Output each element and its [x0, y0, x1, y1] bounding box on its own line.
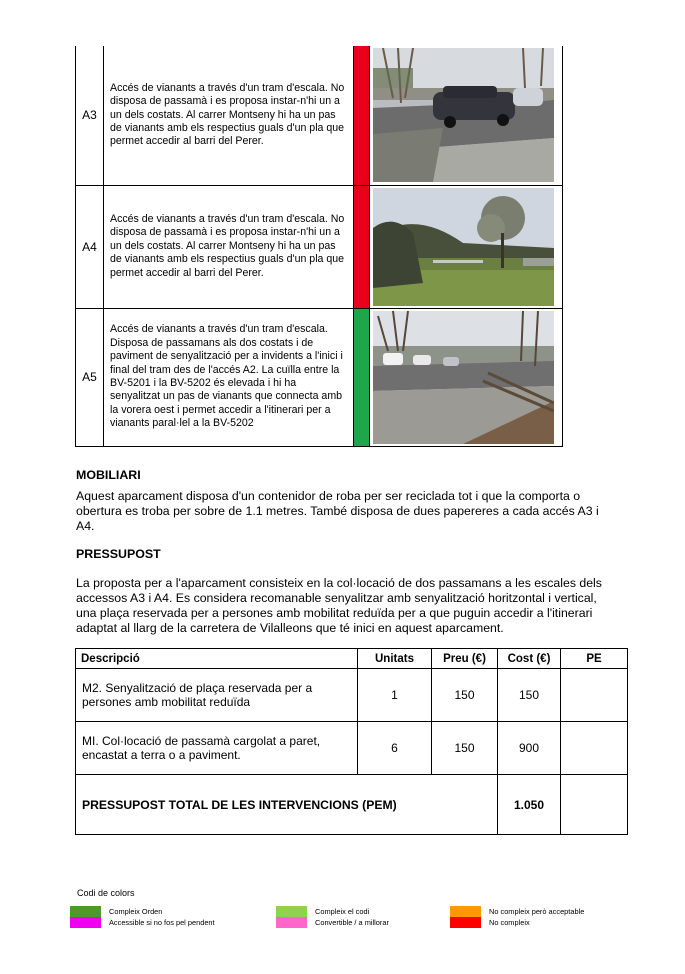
pressupost-title: PRESSUPOST: [76, 547, 161, 561]
header-cost: Cost (€): [498, 649, 561, 669]
parking-stairs-photo: [373, 48, 554, 182]
budget-item-units: 6: [358, 722, 432, 775]
legend-label: No compleix però acceptable: [489, 907, 585, 916]
table-row: [76, 46, 563, 185]
table-row: [76, 308, 563, 446]
access-id: A5: [76, 308, 104, 446]
budget-item-cost: 150: [498, 669, 561, 722]
legend-swatch: [70, 917, 101, 928]
pressupost-text: La proposta per a l'aparcament consisteix en la col·locació de dos passamans a les escales dels accessos A3 i A4. Es considera recomanable senyalitzar amb senyalització horitzontal i vertical, una plaça reservada per a persones amb mobilitat reduïda per a que puguin accedir a l'itinerari adaptat al llarg de la carretera de Vilalleons que té inici en aquest aparcament.: [76, 576, 602, 635]
photo-cell: [370, 46, 563, 185]
legend-label: No compleix: [489, 918, 530, 927]
access-id: A3: [76, 46, 104, 185]
budget-total-row: [76, 775, 628, 835]
budget-item-price: 150: [432, 669, 498, 722]
budget-header-row: [76, 649, 628, 669]
legend-swatch: [450, 906, 481, 917]
legend-label: Accessible si no fos pel pendent: [109, 918, 215, 927]
header-price: Preu (€): [432, 649, 498, 669]
budget-item-units: 1: [358, 669, 432, 722]
road-crossing-photo: [373, 311, 554, 444]
legend-swatch: [276, 906, 307, 917]
status-color-cell: [354, 46, 370, 185]
legend-title: Codi de colors: [77, 888, 135, 898]
legend-label: Compleix Orden: [109, 907, 163, 916]
table-row: [76, 722, 628, 775]
legend-swatch: [450, 917, 481, 928]
photo-cell: [370, 185, 563, 308]
access-id: A4: [76, 185, 104, 308]
mobiliari-text: Aquest aparcament disposa d'un contenidor de roba per ser reciclada tot i que la comporta o obertura es troba per sobre de 1.1 metres. També disposa de dues papereres a cada accés A3 i A4.: [76, 489, 599, 533]
header-description: Descripció: [76, 649, 358, 669]
legend-item: [276, 917, 389, 928]
status-color-cell: [354, 185, 370, 308]
budget-item-pe: [561, 669, 628, 722]
budget-total-value: 1.050: [498, 775, 561, 835]
photo-cell: [370, 308, 563, 446]
access-description: Accés de vianants a través d'un tram d'escala. Disposa de passamans als dos costats i de paviment de senyalització per a invidents a l'inici i final del tram des de l'accés A2. La cuïlla entre la BV-5201 i la BV-5202 és elevada i hi ha senyalitzat un pas de vianants que connecta amb la vorera oest i permet accedir a l'itinerari per a vianants paral·lel a la BV-5202: [104, 308, 354, 446]
stair-access-photo: [373, 188, 554, 306]
budget-item-cost: 900: [498, 722, 561, 775]
budget-item-pe: [561, 722, 628, 775]
legend-item: [276, 906, 369, 917]
legend-label: Convertible / a millorar: [315, 918, 389, 927]
access-points-table: [75, 46, 563, 447]
header-units: Unitats: [358, 649, 432, 669]
status-color-cell: [354, 308, 370, 446]
legend-item: [70, 906, 162, 917]
legend-swatch: [70, 906, 101, 917]
header-pe: PE: [561, 649, 628, 669]
table-row: [76, 669, 628, 722]
budget-table: [75, 648, 628, 835]
budget-item-description: MI. Col·locació de passamà cargolat a paret, encastat a terra o a paviment.: [76, 722, 358, 775]
table-row: [76, 185, 563, 308]
legend-label: Compleix el codi: [315, 907, 370, 916]
access-description: Accés de vianants a través d'un tram d'escala. No disposa de passamà i es proposa instar-n'hi un a un dels costats. Al carrer Montseny hi ha un pas de vianants amb els respectius guals d'un pla que permet accedir al barri del Perer.: [104, 46, 354, 185]
mobiliari-title: MOBILIARI: [76, 468, 141, 482]
access-description: Accés de vianants a través d'un tram d'escala. No disposa de passamà i es proposa instar-n'hi un a un dels costats. Al carrer Montseny hi ha un pas de vianants amb els respectius guals d'un pla que permet accedir al barri del Perer.: [104, 185, 354, 308]
legend-item: [70, 917, 215, 928]
budget-total-label: PRESSUPOST TOTAL DE LES INTERVENCIONS (PEM): [76, 775, 498, 835]
budget-item-description: M2. Senyalització de plaça reservada per a persones amb mobilitat reduïda: [76, 669, 358, 722]
legend-item: [450, 917, 530, 928]
legend-swatch: [276, 917, 307, 928]
budget-item-price: 150: [432, 722, 498, 775]
budget-total-pe: [561, 775, 628, 835]
legend-item: [450, 906, 584, 917]
